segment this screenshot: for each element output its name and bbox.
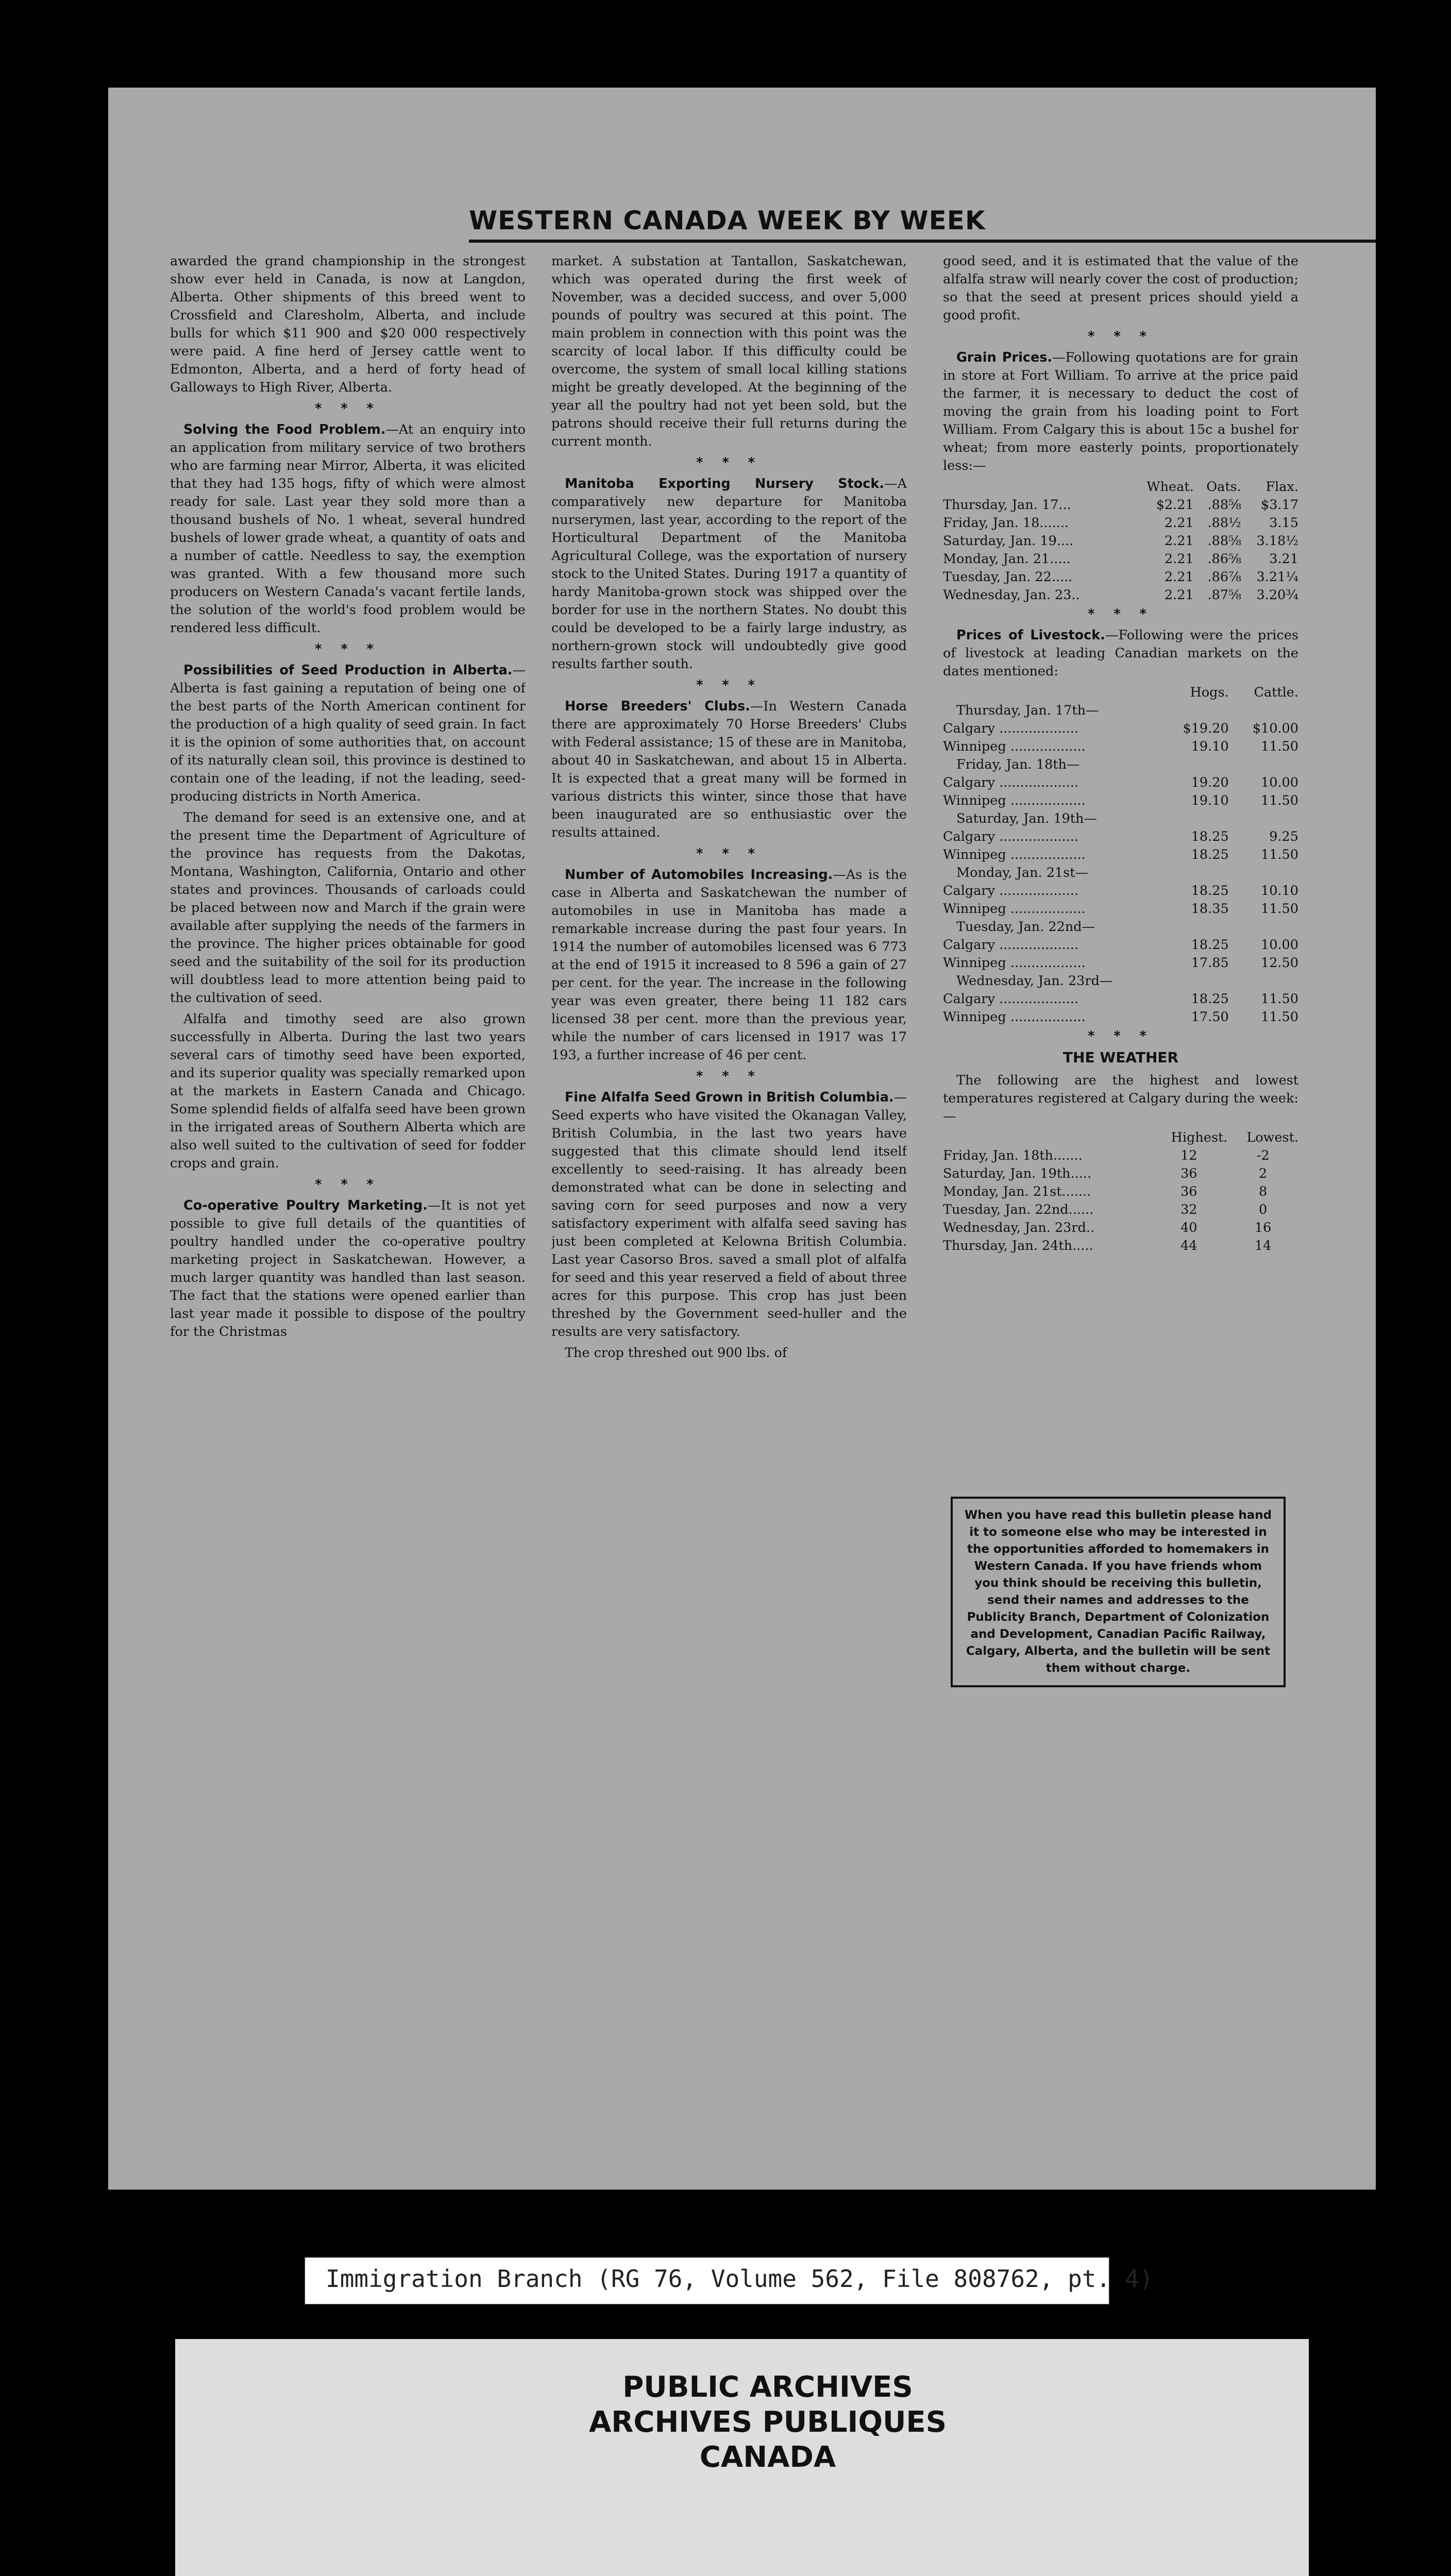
table-cell: Thursday, Jan. 17th—: [956, 703, 1099, 718]
bulletin-page: [108, 88, 1376, 2190]
date-row: [943, 702, 1298, 720]
date-row: [943, 972, 1298, 990]
stamp-line: ARCHIVES PUBLIQUES: [588, 2405, 947, 2439]
table-cell: 2.21: [1164, 569, 1194, 585]
table-cell: Wednesday, Jan. 23..: [943, 587, 1080, 603]
table-row: [943, 550, 1298, 568]
table-cell: $19.20: [1183, 721, 1229, 736]
archives-stamp-area: [175, 2339, 1309, 2576]
article-heading: Solving the Food Problem.: [183, 422, 386, 437]
table-cell: Tuesday, Jan. 22nd—: [956, 919, 1095, 935]
paragraph: The demand for seed is an extensive one, and at the present time the Department of Agriculture of the province has requests from the Dakotas, Montana, Washington, California, Ontario and other states and provinces. Thousands of carloads could be placed between now and March if the grain were available after supplying the needs of the farmers in the province. The higher prices obtainable for good seed and the suitability of the soil for its production will doubtless lead to more attention being paid to the cultivation of seed.: [170, 810, 526, 1006]
article-heading: Grain Prices.: [956, 350, 1053, 365]
table-cell: Calgary ...................: [943, 883, 1079, 899]
table-cell: Winnipeg ..................: [943, 793, 1086, 808]
table-cell: Calgary ...................: [943, 721, 1079, 736]
table-cell: 3.21¼: [1256, 569, 1298, 585]
table-cell: 9.25: [1269, 829, 1298, 844]
table-cell: Calgary ...................: [943, 829, 1079, 844]
table-cell: 10.00: [1260, 775, 1298, 790]
table-cell: 2: [1259, 1166, 1268, 1181]
archive-label: [304, 2257, 1154, 2305]
grain-price-table: [943, 478, 1298, 604]
separator: * * *: [1088, 1028, 1154, 1044]
stamp-line: PUBLIC ARCHIVES: [622, 2370, 913, 2404]
table-cell: 19.20: [1191, 775, 1229, 790]
table-cell: 14: [1254, 1238, 1272, 1253]
table-cell: 40: [1180, 1220, 1197, 1235]
table-row: [943, 532, 1298, 550]
article-seed-production: [170, 662, 526, 806]
table-row: [943, 720, 1298, 738]
table-row: [943, 1165, 1298, 1183]
table-cell: .88½: [1207, 515, 1241, 531]
table-cell: Friday, Jan. 18.......: [943, 515, 1069, 531]
table-cell: Monday, Jan. 21st—: [956, 865, 1088, 880]
table-cell: 2.21: [1164, 551, 1194, 567]
column-header: Hogs.: [1190, 685, 1229, 700]
article-horse-breeders: [551, 698, 907, 842]
table-cell: 18.35: [1191, 901, 1229, 917]
table-cell: Wednesday, Jan. 23rd—: [956, 973, 1113, 989]
table-row: [943, 774, 1298, 792]
table-cell: 36: [1180, 1184, 1197, 1199]
table-cell: Winnipeg ..................: [943, 847, 1086, 862]
article-heading: Possibilities of Seed Production in Alberta.: [183, 663, 513, 678]
paragraph: The following are the highest and lowest temperatures registered at Calgary during the week:—: [943, 1073, 1298, 1124]
table-cell: .88⅝: [1207, 497, 1241, 513]
article-text: —Alberta is fast gaining a reputation of being one of the best parts of the North American continent for the production of a high quality of seed grain. In fact it is the opinion of some authorities that, on account of its naturally clean soil, this province is destined to contain one of the leading, if not the leading, seed-producing districts in North America.: [170, 663, 526, 804]
table-row: [943, 1008, 1298, 1026]
table-row: [943, 1147, 1298, 1165]
table-cell: Saturday, Jan. 19....: [943, 533, 1074, 549]
table-cell: 11.50: [1260, 991, 1298, 1007]
table-cell: 36: [1180, 1166, 1197, 1181]
table-row: [943, 1201, 1298, 1219]
table-cell: Tuesday, Jan. 22nd......: [943, 1202, 1094, 1217]
livestock-price-table: [943, 684, 1298, 1026]
table-cell: Calgary ...................: [943, 937, 1079, 953]
article-nursery-stock: [551, 475, 907, 673]
table-cell: .86⅞: [1207, 569, 1241, 585]
table-cell: Winnipeg ..................: [943, 739, 1086, 754]
table-row: [943, 1219, 1298, 1237]
separator: * * *: [696, 846, 762, 861]
date-row: [943, 756, 1298, 774]
stamp-line: CANADA: [699, 2441, 836, 2474]
column-header: Cattle.: [1254, 685, 1298, 700]
table-cell: 0: [1259, 1202, 1268, 1217]
table-cell: 10.10: [1260, 883, 1298, 899]
article-text: —Seed experts who have visited the Okanagan Valley, British Columbia, in the last two years have suggested that this climate should lend itself excellently to seed-raising. It has already been demonstrated what can be done in selecting and saving corn for seed purposes and now a very satisfactory experiment with alfalfa seed saving has just been completed at Kelowna British Columbia. Last year Casorso Bros. saved a small plot of alfalfa for seed and this year reserved a field of about three acres for this purpose. This crop has just been threshed by the Government seed-huller and the results are very satisfactory.: [551, 1090, 907, 1340]
separator: * * *: [315, 641, 381, 657]
paragraph: good seed, and it is estimated that the value of the alfalfa straw will nearly cover the cost of production; so that the seed at present prices should yield a good profit.: [943, 253, 1298, 323]
weather-title: THE WEATHER: [1062, 1049, 1179, 1066]
paragraph: Alfalfa and timothy seed are also grown successfully in Alberta. During the last two years several cars of timothy seed have been exported, and its superior quality was specially remarked upon at the markets in Eastern Canada and Chicago. Some splendid fields of alfalfa seed have been grown in the irrigated areas of Southern Alberta which are also well suited to the cultivation of seed for fodder crops and grain.: [170, 1011, 526, 1171]
table-cell: 2.21: [1164, 587, 1194, 603]
table-cell: Friday, Jan. 18th.......: [943, 1148, 1083, 1163]
table-cell: 11.50: [1260, 847, 1298, 862]
table-cell: 11.50: [1260, 901, 1298, 917]
table-row: [943, 936, 1298, 954]
table-cell: Winnipeg ..................: [943, 955, 1086, 971]
table-cell: 19.10: [1191, 739, 1229, 754]
table-cell: Thursday, Jan. 17...: [943, 497, 1071, 513]
table-row: [943, 496, 1298, 514]
table-cell: 3.21: [1269, 551, 1298, 567]
table-row: [943, 1237, 1298, 1255]
table-row: [943, 990, 1298, 1008]
separator: * * *: [696, 677, 762, 693]
article-text: —Following quotations are for grain in store at Fort William. To arrive at the price paid the farmer, it is necessary to deduct the cost of moving the grain from his loading point to Fort William. From Calgary this is about 15c a bushel for wheat; from more easterly points, proportionately less:—: [943, 350, 1298, 473]
table-cell: 19.10: [1191, 793, 1229, 808]
table-cell: 11.50: [1260, 793, 1298, 808]
table-cell: $2.21: [1156, 497, 1194, 513]
separator: * * *: [696, 455, 762, 470]
article-heading: Co-operative Poultry Marketing.: [183, 1198, 428, 1213]
separator: * * *: [1088, 606, 1154, 622]
table-cell: Calgary ...................: [943, 775, 1079, 790]
article-text: —It is not yet possible to give full details of the quantities of poultry handled under the co-operative poultry marketing project in Saskatchewan. However, a much larger quantity was handled than last season. The fact that the stations were opened earlier than last year made it possible to dispose of the poultry for the Christmas: [170, 1198, 526, 1340]
table-cell: 11.50: [1260, 739, 1298, 754]
paragraph: The crop threshed out 900 lbs. of: [565, 1345, 787, 1361]
column-header: Oats.: [1206, 479, 1241, 495]
table-cell: 3.18½: [1256, 533, 1298, 549]
table-cell: Monday, Jan. 21.....: [943, 551, 1071, 567]
column-header: Wheat.: [1146, 479, 1194, 495]
table-header-row: [943, 684, 1298, 702]
table-header-row: [943, 1129, 1298, 1147]
table-cell: $3.17: [1260, 497, 1298, 513]
paragraph: market. A substation at Tantallon, Saskatchewan, which was operated during the first week of November, was a decided success, and over 5,000 pounds of poultry was secured at this point. The main problem in connection with this point was the scarcity of local labor. If this difficulty could be overcome, the system of small local killing stations might be greatly developed. At the beginning of the year all the poultry had not yet been sold, but the patrons should receive their full returns during the current month.: [551, 253, 907, 449]
table-cell: Monday, Jan. 21st.......: [943, 1184, 1091, 1199]
table-cell: .87⅝: [1207, 587, 1241, 603]
table-cell: 18.25: [1191, 829, 1229, 844]
separator: * * *: [696, 1069, 762, 1084]
table-cell: $10.00: [1252, 721, 1298, 736]
separator: * * *: [1088, 329, 1154, 344]
weather-table: [943, 1129, 1298, 1255]
table-cell: 3.15: [1269, 515, 1298, 531]
table-cell: 10.00: [1260, 937, 1298, 953]
table-cell: 8: [1259, 1184, 1268, 1199]
article-livestock-prices: [943, 626, 1298, 681]
article-food-problem: [170, 421, 526, 637]
table-cell: 18.25: [1191, 883, 1229, 899]
column-1: [170, 252, 526, 1850]
separator: * * *: [315, 1177, 381, 1192]
article-heading: Fine Alfalfa Seed Grown in British Columbia.: [565, 1090, 894, 1105]
table-cell: 44: [1180, 1238, 1197, 1253]
article-heading: Horse Breeders' Clubs.: [565, 699, 750, 714]
table-cell: 18.25: [1191, 991, 1229, 1007]
table-cell: Friday, Jan. 18th—: [956, 757, 1080, 772]
table-cell: 11.50: [1260, 1009, 1298, 1025]
table-cell: 18.25: [1191, 937, 1229, 953]
table-cell: 3.20¾: [1256, 587, 1298, 603]
archives-stamp: [510, 2370, 1025, 2475]
table-row: [943, 900, 1298, 918]
table-cell: Winnipeg ..................: [943, 901, 1086, 917]
column-header: Lowest.: [1246, 1130, 1298, 1145]
article-grain-prices: [943, 349, 1298, 475]
table-row: [943, 1183, 1298, 1201]
date-row: [943, 810, 1298, 828]
column-2: [551, 252, 907, 1850]
article-text: —Following were the prices of livestock at leading Canadian markets on the dates mentioned:: [943, 628, 1298, 679]
table-cell: Winnipeg ..................: [943, 1009, 1086, 1025]
column-header: Flax.: [1266, 479, 1298, 495]
table-cell: Tuesday, Jan. 22.....: [943, 569, 1073, 585]
table-cell: 18.25: [1191, 847, 1229, 862]
article-heading: Manitoba Exporting Nursery Stock.: [565, 476, 885, 492]
separator: * * *: [315, 401, 381, 416]
table-row: [943, 792, 1298, 810]
page-title: WESTERN CANADA WEEK BY WEEK: [469, 206, 986, 235]
table-cell: 12.50: [1260, 955, 1298, 971]
article-alfalfa-seed: [551, 1089, 907, 1341]
table-cell: Thursday, Jan. 24th.....: [943, 1238, 1093, 1253]
table-row: [943, 846, 1298, 864]
article-text: —In Western Canada there are approximately 70 Horse Breeders' Clubs with Federal assistance; 15 of these are in Manitoba, about 40 in Saskatchewan, and about 15 in Alberta. It is expected that a great many will be formed in various districts this winter, since those that have been inaugurated are so enthusiastic over the results attained.: [551, 699, 907, 840]
masthead-rule: [469, 204, 1376, 243]
table-row: [943, 586, 1298, 604]
column-header: Highest.: [1171, 1130, 1228, 1145]
table-row: [943, 568, 1298, 586]
paragraph: awarded the grand championship in the strongest show ever held in Canada, is now at Langdon, Alberta. Other shipments of this breed went to Crossfield and Claresholm, Alberta, and include bulls for which $11 900 and $20 000 respectively were paid. A fine herd of Jersey cattle went to Edmonton, Alberta, and a herd of forty head of Galloways to High River, Alberta.: [170, 253, 526, 395]
table-cell: 12: [1180, 1148, 1197, 1163]
table-row: [943, 882, 1298, 900]
table-cell: 17.85: [1191, 955, 1229, 971]
archive-reference: Immigration Branch (RG 76, Volume 562, File 808762, pt. 4): [326, 2265, 1154, 2293]
table-cell: 2.21: [1164, 533, 1194, 549]
article-text: —At an enquiry into an application from military service of two brothers who are farming near Mirror, Alberta, it was elicited that they had 135 hogs, fifty of which were almost ready for sale. Last year they sold more than a thousand bushels of No. 1 wheat, several hundred bushels of lower grade wheat, a quantity of oats and a number of cattle. Needless to say, the exemption was granted. With a few thousand more such producers on Western Canada's vacant fertile lands, the solution of the world's food problem would be rendered less difficult.: [170, 422, 526, 636]
article-heading: Prices of Livestock.: [956, 628, 1105, 643]
date-row: [943, 918, 1298, 936]
article-text: —A comparatively new departure for Manitoba nurserymen, last year, according to the report of the Horticultural Department of the Manitoba Agricultural College, was the exportation of nursery stock to the United States. During 1917 a quantity of hardy Manitoba-grown stock was shipped over the border for use in the northern States. No doubt this could be developed to be a fairly large industry, as northern-grown stock will undoubtedly give good results farther south.: [551, 476, 907, 672]
table-cell: 2.21: [1164, 515, 1194, 531]
table-row: [943, 738, 1298, 756]
article-automobiles: [551, 866, 907, 1064]
table-cell: Saturday, Jan. 19th—: [956, 811, 1097, 826]
bulletin-notice-box: When you have read this bulletin please hand it to someone else who may be interested in the opportunities afforded to homemakers in Western Canada. If you have friends whom you think should be receiving this bulletin, send their names and addresses to the Publicity Branch, Department of Colonization and Development, Canadian Pacific Railway, Calgary, Alberta, and the bulletin will be sent them without charge.: [951, 1497, 1286, 1687]
table-header-row: [943, 478, 1298, 496]
table-cell: 16: [1254, 1220, 1272, 1235]
date-row: [943, 864, 1298, 882]
table-cell: .86⅝: [1207, 551, 1241, 567]
table-row: [943, 514, 1298, 532]
table-cell: -2: [1256, 1148, 1270, 1163]
table-cell: 17.50: [1191, 1009, 1229, 1025]
table-cell: .88⅝: [1207, 533, 1241, 549]
table-cell: Wednesday, Jan. 23rd..: [943, 1220, 1095, 1235]
table-cell: 32: [1180, 1202, 1197, 1217]
article-heading: Number of Automobiles Increasing.: [565, 867, 833, 883]
article-text: —As is the case in Alberta and Saskatchewan the number of automobiles in use in Manitoba has made a remarkable increase during the past four years. In 1914 the number of automobiles licensed was 6 773 at the end of 1915 it increased to 8 596 a gain of 27 per cent. for the year. The increase in the following year was even greater, there being 11 182 cars licensed 38 per cent. more than the previous year, while the number of cars licensed in 1917 was 17 193, a further increase of 46 per cent.: [551, 867, 907, 1063]
table-row: [943, 828, 1298, 846]
table-cell: Saturday, Jan. 19th.....: [943, 1166, 1091, 1181]
table-cell: Calgary ...................: [943, 991, 1079, 1007]
table-row: [943, 954, 1298, 972]
article-poultry-marketing: [170, 1197, 526, 1341]
